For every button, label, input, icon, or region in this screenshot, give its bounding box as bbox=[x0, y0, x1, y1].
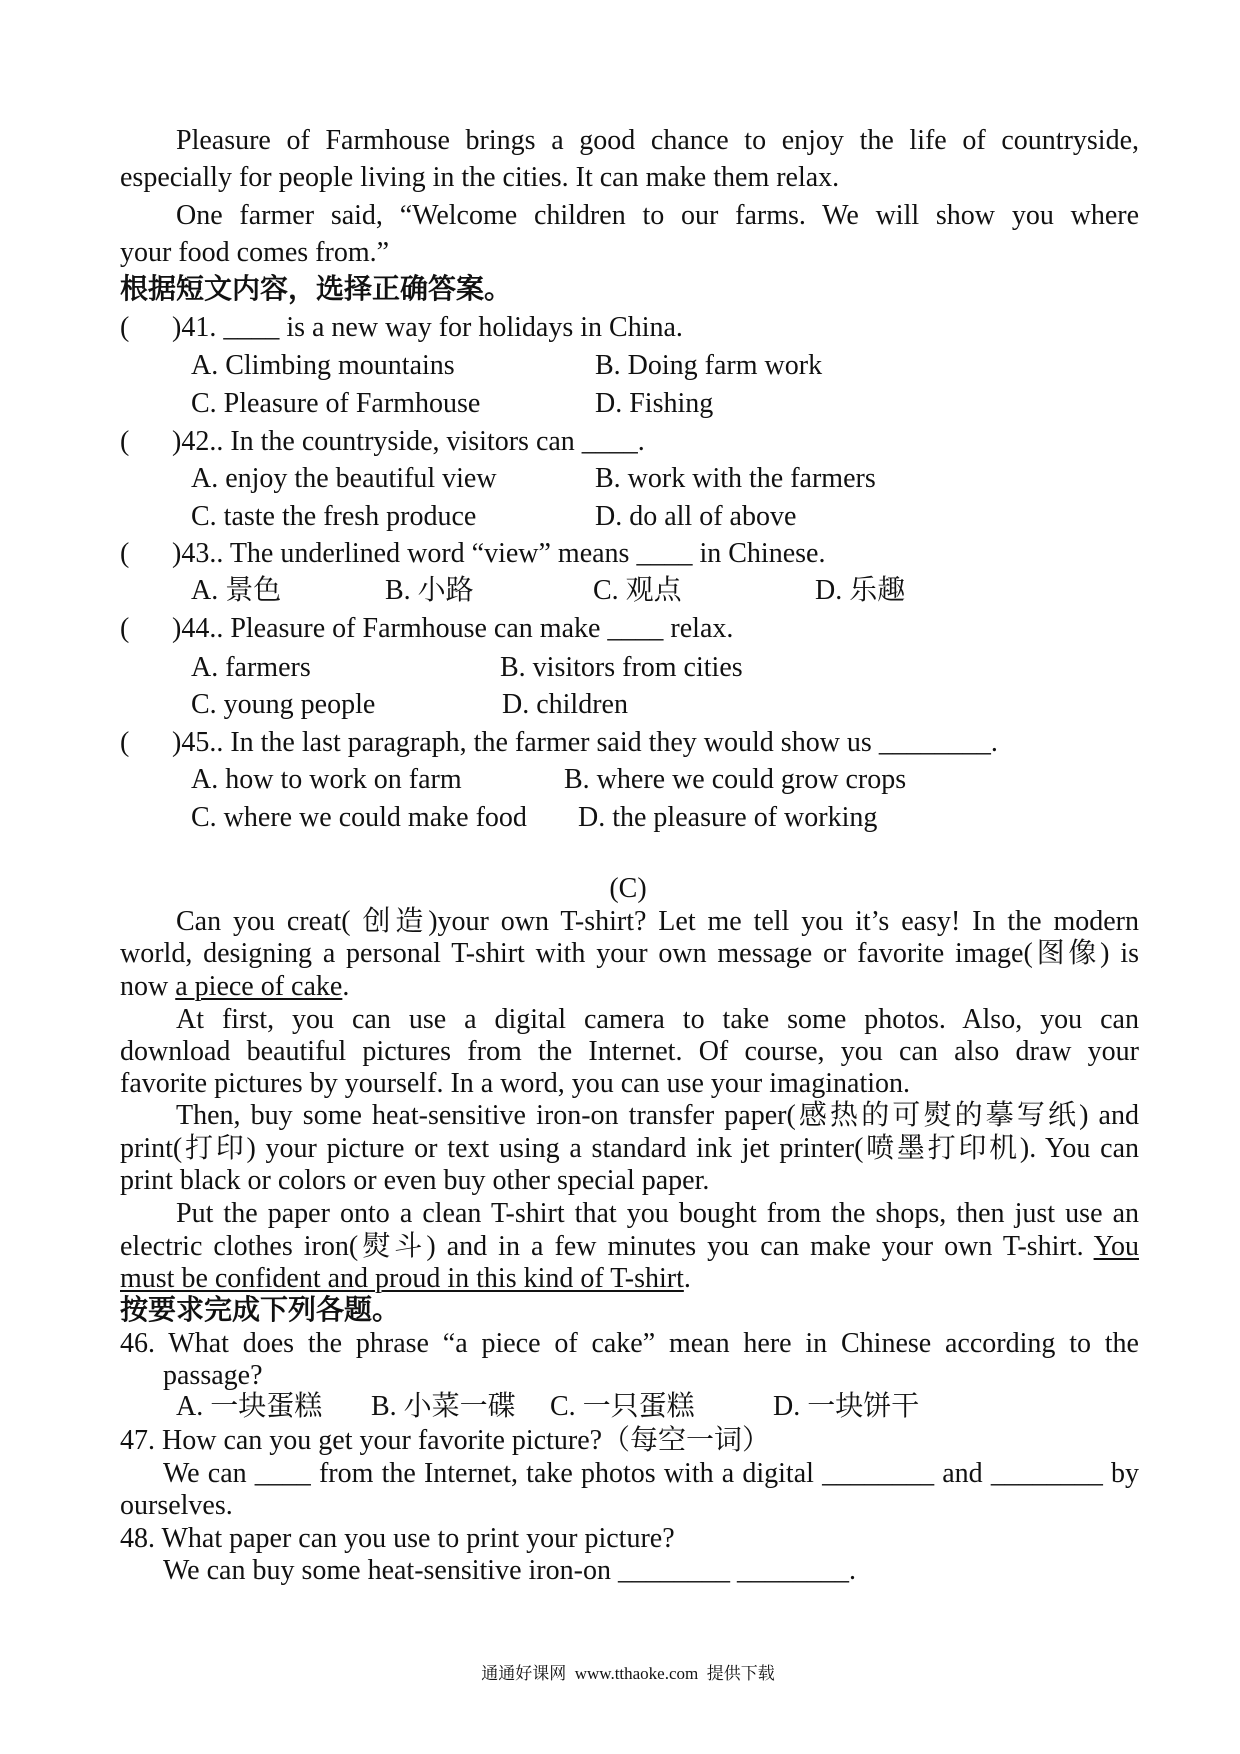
option-b: B. work with the farmers bbox=[595, 463, 876, 494]
passage-c-line: world, designing a personal T-shirt with your own message or favorite image(图像) is bbox=[120, 938, 1139, 969]
option-d: D. 乐趣 bbox=[815, 575, 906, 606]
passage-c-line bbox=[120, 970, 349, 1004]
text-segment: . bbox=[683, 1263, 691, 1294]
question-41 bbox=[172, 311, 683, 345]
underlined-sentence-start: You bbox=[1093, 1231, 1139, 1262]
option-b: B. 小菜一碟 bbox=[371, 1391, 516, 1422]
passage-c-line: favorite pictures by yourself. In a word, you can use your imagination. bbox=[120, 1068, 911, 1099]
underlined-sentence: must be confident and proud in this kind of T-shirt bbox=[120, 1263, 684, 1294]
option-a: A. Climbing mountains bbox=[191, 350, 455, 381]
option-a: A. how to work on farm bbox=[191, 764, 462, 795]
option-b: B. visitors from cities bbox=[500, 652, 743, 683]
option-a: A. enjoy the beautiful view bbox=[191, 463, 497, 494]
text-segment: electric clothes iron(熨斗) and in a few minutes you can make your own T-shirt. bbox=[120, 1231, 1094, 1262]
text-segment: . bbox=[342, 971, 350, 1002]
passage-b-line: especially for people living in the cities. It can make them relax. bbox=[120, 162, 840, 193]
option-b: B. where we could grow crops bbox=[564, 764, 907, 795]
option-c: C. young people bbox=[191, 689, 376, 720]
option-a: A. 一块蛋糕 bbox=[176, 1391, 323, 1422]
question-text: In the countryside, visitors can ____. bbox=[230, 426, 645, 457]
passage-b-line: your food comes from.” bbox=[120, 237, 390, 268]
passage-c-line bbox=[120, 1230, 1139, 1264]
passage-c-line: Can you creat( 创造)your own T-shirt? Let me tell you it’s easy! In the modern bbox=[176, 906, 1139, 937]
footer-credit: 通通好课网 www.tthaoke.com 提供下载 bbox=[481, 1664, 775, 1683]
passage-c-line: Put the paper onto a clean T-shirt that you bought from the shops, then just use an bbox=[176, 1198, 1139, 1229]
question-number: 43.. bbox=[181, 538, 224, 569]
option-d: D. children bbox=[502, 689, 628, 720]
option-c: C. where we could make food bbox=[191, 802, 527, 833]
option-d: D. Fishing bbox=[595, 388, 714, 419]
question-text: In the last paragraph, the farmer said they would show us ________. bbox=[230, 727, 998, 758]
option-d: D. the pleasure of working bbox=[578, 802, 878, 833]
question-number: 44.. bbox=[181, 613, 224, 644]
passage-c-line: Then, buy some heat-sensitive iron-on transfer paper(感热的可熨的摹写纸) and bbox=[176, 1100, 1139, 1131]
answer-bracket-open: ( bbox=[120, 727, 130, 758]
question-48: 48. What paper can you use to print your picture? bbox=[120, 1523, 675, 1554]
option-a: A. 景色 bbox=[191, 575, 282, 606]
question-44 bbox=[172, 612, 733, 646]
option-c: C. Pleasure of Farmhouse bbox=[191, 388, 481, 419]
underlined-phrase: a piece of cake bbox=[175, 971, 343, 1002]
option-a: A. farmers bbox=[191, 652, 311, 683]
option-b: B. Doing farm work bbox=[595, 350, 823, 381]
question-text: The underlined word “view” means ____ in Chinese. bbox=[229, 538, 826, 569]
passage-c-line: At first, you can use a digital camera to take some photos. Also, you can bbox=[176, 1004, 1139, 1035]
passage-c-line: download beautiful pictures from the Internet. Of course, you can also draw your bbox=[120, 1036, 1139, 1067]
passage-c-line: print(打印) your picture or text using a standard ink jet printer(喷墨打印机). You can bbox=[120, 1133, 1139, 1164]
question-42 bbox=[172, 425, 645, 459]
question-number: 45.. bbox=[181, 727, 224, 758]
question-text: ____ is a new way for holidays in China. bbox=[223, 312, 683, 343]
passage-c-line bbox=[120, 1262, 691, 1296]
option-d: D. 一块饼干 bbox=[773, 1391, 920, 1422]
option-b: B. 小路 bbox=[385, 575, 474, 606]
question-43 bbox=[172, 537, 825, 571]
answer-bracket-close: ) bbox=[172, 538, 182, 569]
option-c: C. 一只蛋糕 bbox=[550, 1391, 695, 1422]
answer-bracket-close: ) bbox=[172, 727, 182, 758]
text-segment: now bbox=[120, 971, 176, 1002]
answer-bracket-close: ) bbox=[172, 312, 182, 343]
passage-b-line: One farmer said, “Welcome children to our farms. We will show you where bbox=[176, 200, 1139, 231]
option-c: C. 观点 bbox=[593, 575, 682, 606]
question-47-answer-line: ourselves. bbox=[120, 1490, 233, 1521]
question-47-answer-line: We can ____ from the Internet, take photos with a digital ________ and ________ by bbox=[163, 1458, 1139, 1489]
passage-b-line: Pleasure of Farmhouse brings a good chance to enjoy the life of countryside, bbox=[176, 125, 1139, 156]
question-number: 42.. bbox=[181, 426, 224, 457]
question-46-continued: passage? bbox=[163, 1360, 263, 1391]
answer-bracket-open: ( bbox=[120, 613, 130, 644]
tasks-instruction-heading: 按要求完成下列各题。 bbox=[120, 1295, 401, 1326]
section-label-c: (C) bbox=[609, 873, 647, 904]
question-45 bbox=[172, 726, 998, 760]
reading-instruction-heading: 根据短文内容，选择正确答案。 bbox=[120, 274, 513, 305]
answer-bracket-close: ) bbox=[172, 426, 182, 457]
question-47: 47. How can you get your favorite picture?（每空一词） bbox=[120, 1425, 771, 1456]
question-text: Pleasure of Farmhouse can make ____ relax. bbox=[230, 613, 734, 644]
answer-bracket-close: ) bbox=[172, 613, 182, 644]
answer-bracket-open: ( bbox=[120, 538, 130, 569]
answer-bracket-open: ( bbox=[120, 426, 130, 457]
answer-bracket-open: ( bbox=[120, 312, 130, 343]
option-d: D. do all of above bbox=[595, 501, 797, 532]
question-46: 46. What does the phrase “a piece of cake” mean here in Chinese according to the bbox=[120, 1328, 1139, 1359]
question-48-answer-line: We can buy some heat-sensitive iron-on ________ ________. bbox=[163, 1555, 856, 1586]
passage-c-line: print black or colors or even buy other special paper. bbox=[120, 1165, 710, 1196]
question-number: 41. bbox=[181, 312, 217, 343]
option-c: C. taste the fresh produce bbox=[191, 501, 477, 532]
